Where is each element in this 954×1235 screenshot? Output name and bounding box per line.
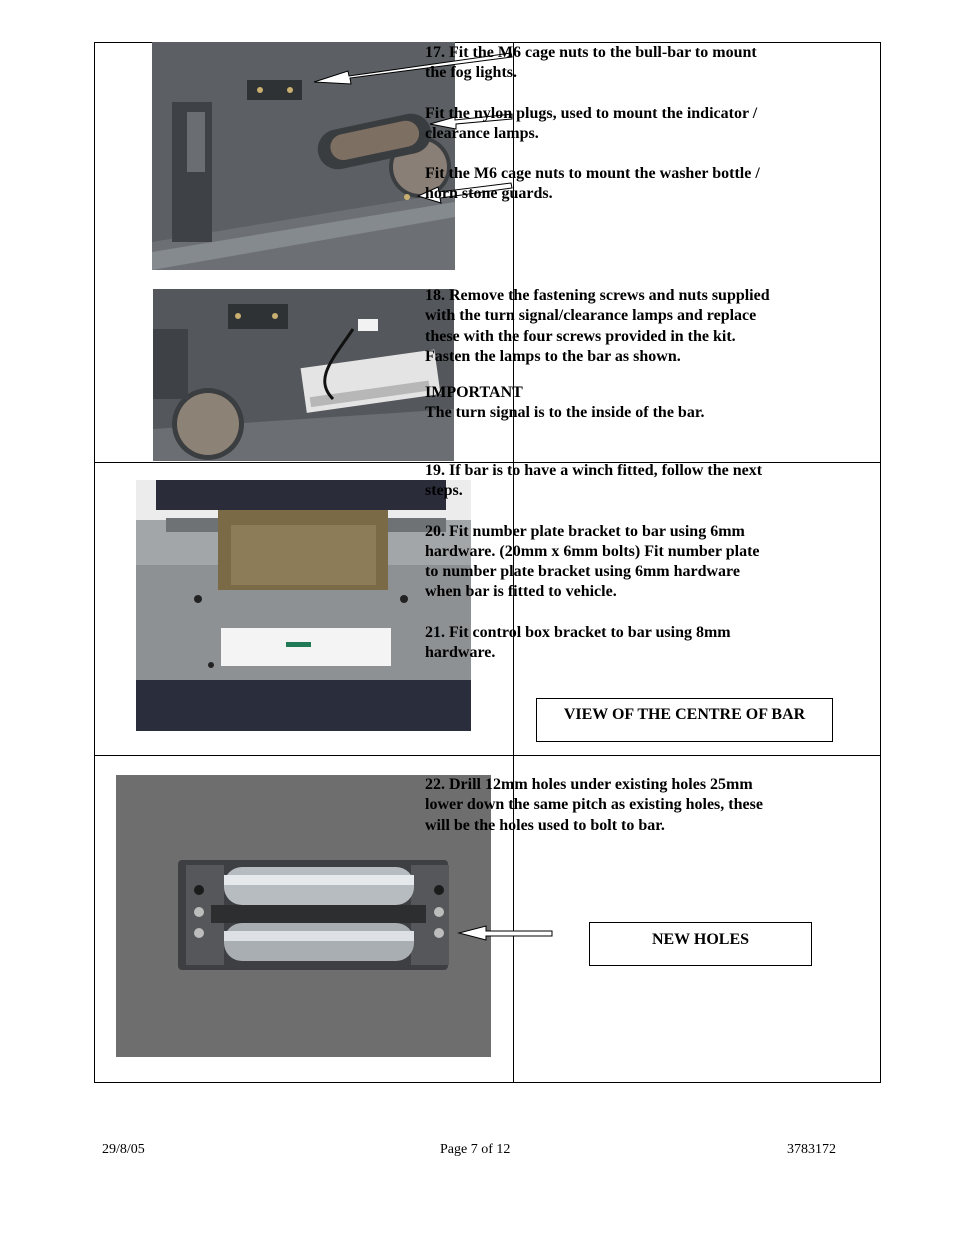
step-19: 19. If bar is to have a winch fitted, follow the next steps. (425, 462, 763, 500)
footer-page-number: Page 7 of 12 (440, 1142, 511, 1157)
step-22: 22. Drill 12mm holes under existing holes 25mm lower down the same pitch as existing holes, these will be the holes used to bolt to bar. (425, 776, 763, 834)
step-18: 18. Remove the fastening screws and nuts supplied with the turn signal/clearance lamps and replace these with the four screws provided in the kit. Fasten the lamps to the bar as shown. (425, 287, 770, 365)
step-20: 20. Fit number plate bracket to bar using 6mm hardware. (20mm x 6mm bolts) Fit number plate to number plate bracket using 6mm hardware when bar is fitted to vehicle. (425, 522, 760, 601)
steps-19-21-text (425, 461, 775, 683)
step-18-text (425, 286, 775, 424)
step-17-text (425, 43, 775, 225)
step-17-nylon-plugs: Fit the nylon plugs, used to mount the indicator / clearance lamps. (425, 104, 758, 142)
step-17-cage-nuts: 17. Fit the M6 cage nuts to the bull-bar to mount the fog lights. (425, 44, 757, 82)
step-17-washer-nuts: Fit the M6 cage nuts to mount the washer bottle / horn stone guards. (425, 165, 760, 203)
view-centre-label: VIEW OF THE CENTRE OF BAR (536, 698, 833, 742)
footer-document-number: 3783172 (787, 1142, 836, 1157)
important-title: IMPORTANT (425, 384, 523, 402)
footer-date: 29/8/05 (102, 1142, 145, 1157)
new-holes-label: NEW HOLES (589, 922, 812, 966)
important-text: The turn signal is to the inside of the bar. (425, 404, 705, 422)
arrow-new-holes (459, 926, 552, 940)
step-21: 21. Fit control box bracket to bar using 8mm hardware. (425, 623, 731, 662)
step-22-text (425, 775, 775, 856)
